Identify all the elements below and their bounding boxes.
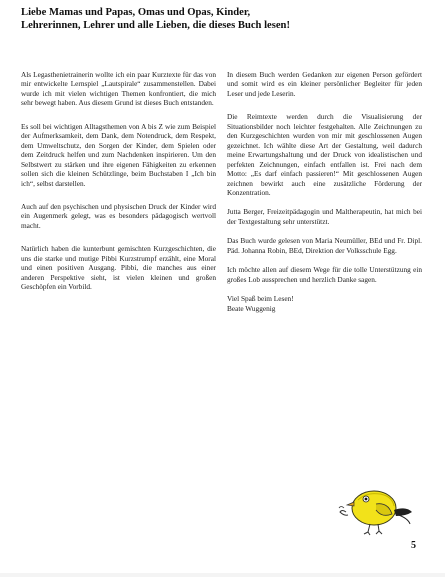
paragraph: Auch auf den psychischen und physischen Druck der Kinder wird ein Augenmerk gelegt, was es besonders pädagogisch wertvoll macht. (21, 201, 216, 230)
page-title (21, 6, 431, 32)
paragraph: Jutta Berger, Freizeitpädagogin und Maltherapeutin, hat mich bei der Textgestaltung sehr unterstützt. (227, 207, 422, 226)
left-text-column (21, 70, 216, 302)
paragraph: In diesem Buch werden Gedanken zur eigenen Person gefördert und somit wird es ein kleiner persönlicher Begleiter für jeden Leser und jede Leserin. (227, 70, 422, 98)
yellow-bird-icon (336, 478, 416, 536)
bottom-edge (0, 573, 445, 577)
paragraph: Das Buch wurde gelesen von Maria Neumüller, BEd und Fr. Dipl. Päd. Johanna Robin, BEd, Direktion der Volksschule Egg. (227, 236, 422, 255)
right-text-column (227, 70, 422, 323)
paragraph: Ich möchte allen auf diesem Wege für die tolle Unterstützung ein großes Lob aussprechen und herzlich Danke sagen. (227, 265, 422, 284)
signature-paragraph: Viel Spaß beim Lesen! Beate Wuggenig (227, 294, 294, 313)
title-line-1: Liebe Mamas und Papas, Omas und Opas, Kinder, (21, 7, 251, 18)
paragraph: Als Legasthenietrainerin wollte ich ein paar Kurztexte für das von mir entwickelte Lernspiel „Lautspirale“ zusammenstellen. Dabei wurde ich mit vielen wichtigen Themen konfrontiert, die mich sehr bewegt haben. Aus diesem Grund ist dieses Buch entstanden. (21, 70, 216, 108)
title-line-2: Lehrerinnen, Lehrer und alle Lieben, die dieses Buch lesen! (21, 20, 290, 31)
paragraph: Es soll bei wichtigen Alltagsthemen von A bis Z wie zum Beispiel der Aufmerksamkeit, dem Dank, dem Notendruck, dem Respekt, dem Umweltschutz, den Sorgen der Kinder, dem Spielen oder dem Zeitdruck helfen und zum Nachdenken inspirieren. Um den Selbstwert zu stärken und ihre eigenen Fähigkeiten zu erkennen sollen sich die kleinen Schützlinge, beim Buchstaben I „Ich bin ich“, selbst darstellen. (21, 121, 216, 188)
page-number: 5 (411, 540, 416, 551)
paragraph: Natürlich haben die kunterbunt gemischten Kurzgeschichten, die uns die starke und mutige Pibbi Kurzstrumpf erzählt, eine Moral und einen positiven Ausgang. Pibbi, die manches aus einer anderen Perspektive sieht, ist vielen kleinen und großen Geschöpfen ein Vorbild. (21, 244, 216, 292)
paragraph: Die Reimtexte werden durch die Visualisierung der Situationsbilder noch leichter festgehalten. Alle Zeichnungen zu den Kurzgeschichten wurden von mir mit geschlossenen Augen gezeichnet. Ich wählte diese Art der Gestaltung, weil dadurch meine Erwartungshaltung und der Druck von idealistischen und perfekten Zeichnungen, einfach entfallen ist. Frei nach dem Motto: „Es darf einfach passieren!“ Mit geschlossenen Augen zeichnen bewirkt auch eine zusätzliche Förderung der Konzentration. (227, 112, 422, 197)
